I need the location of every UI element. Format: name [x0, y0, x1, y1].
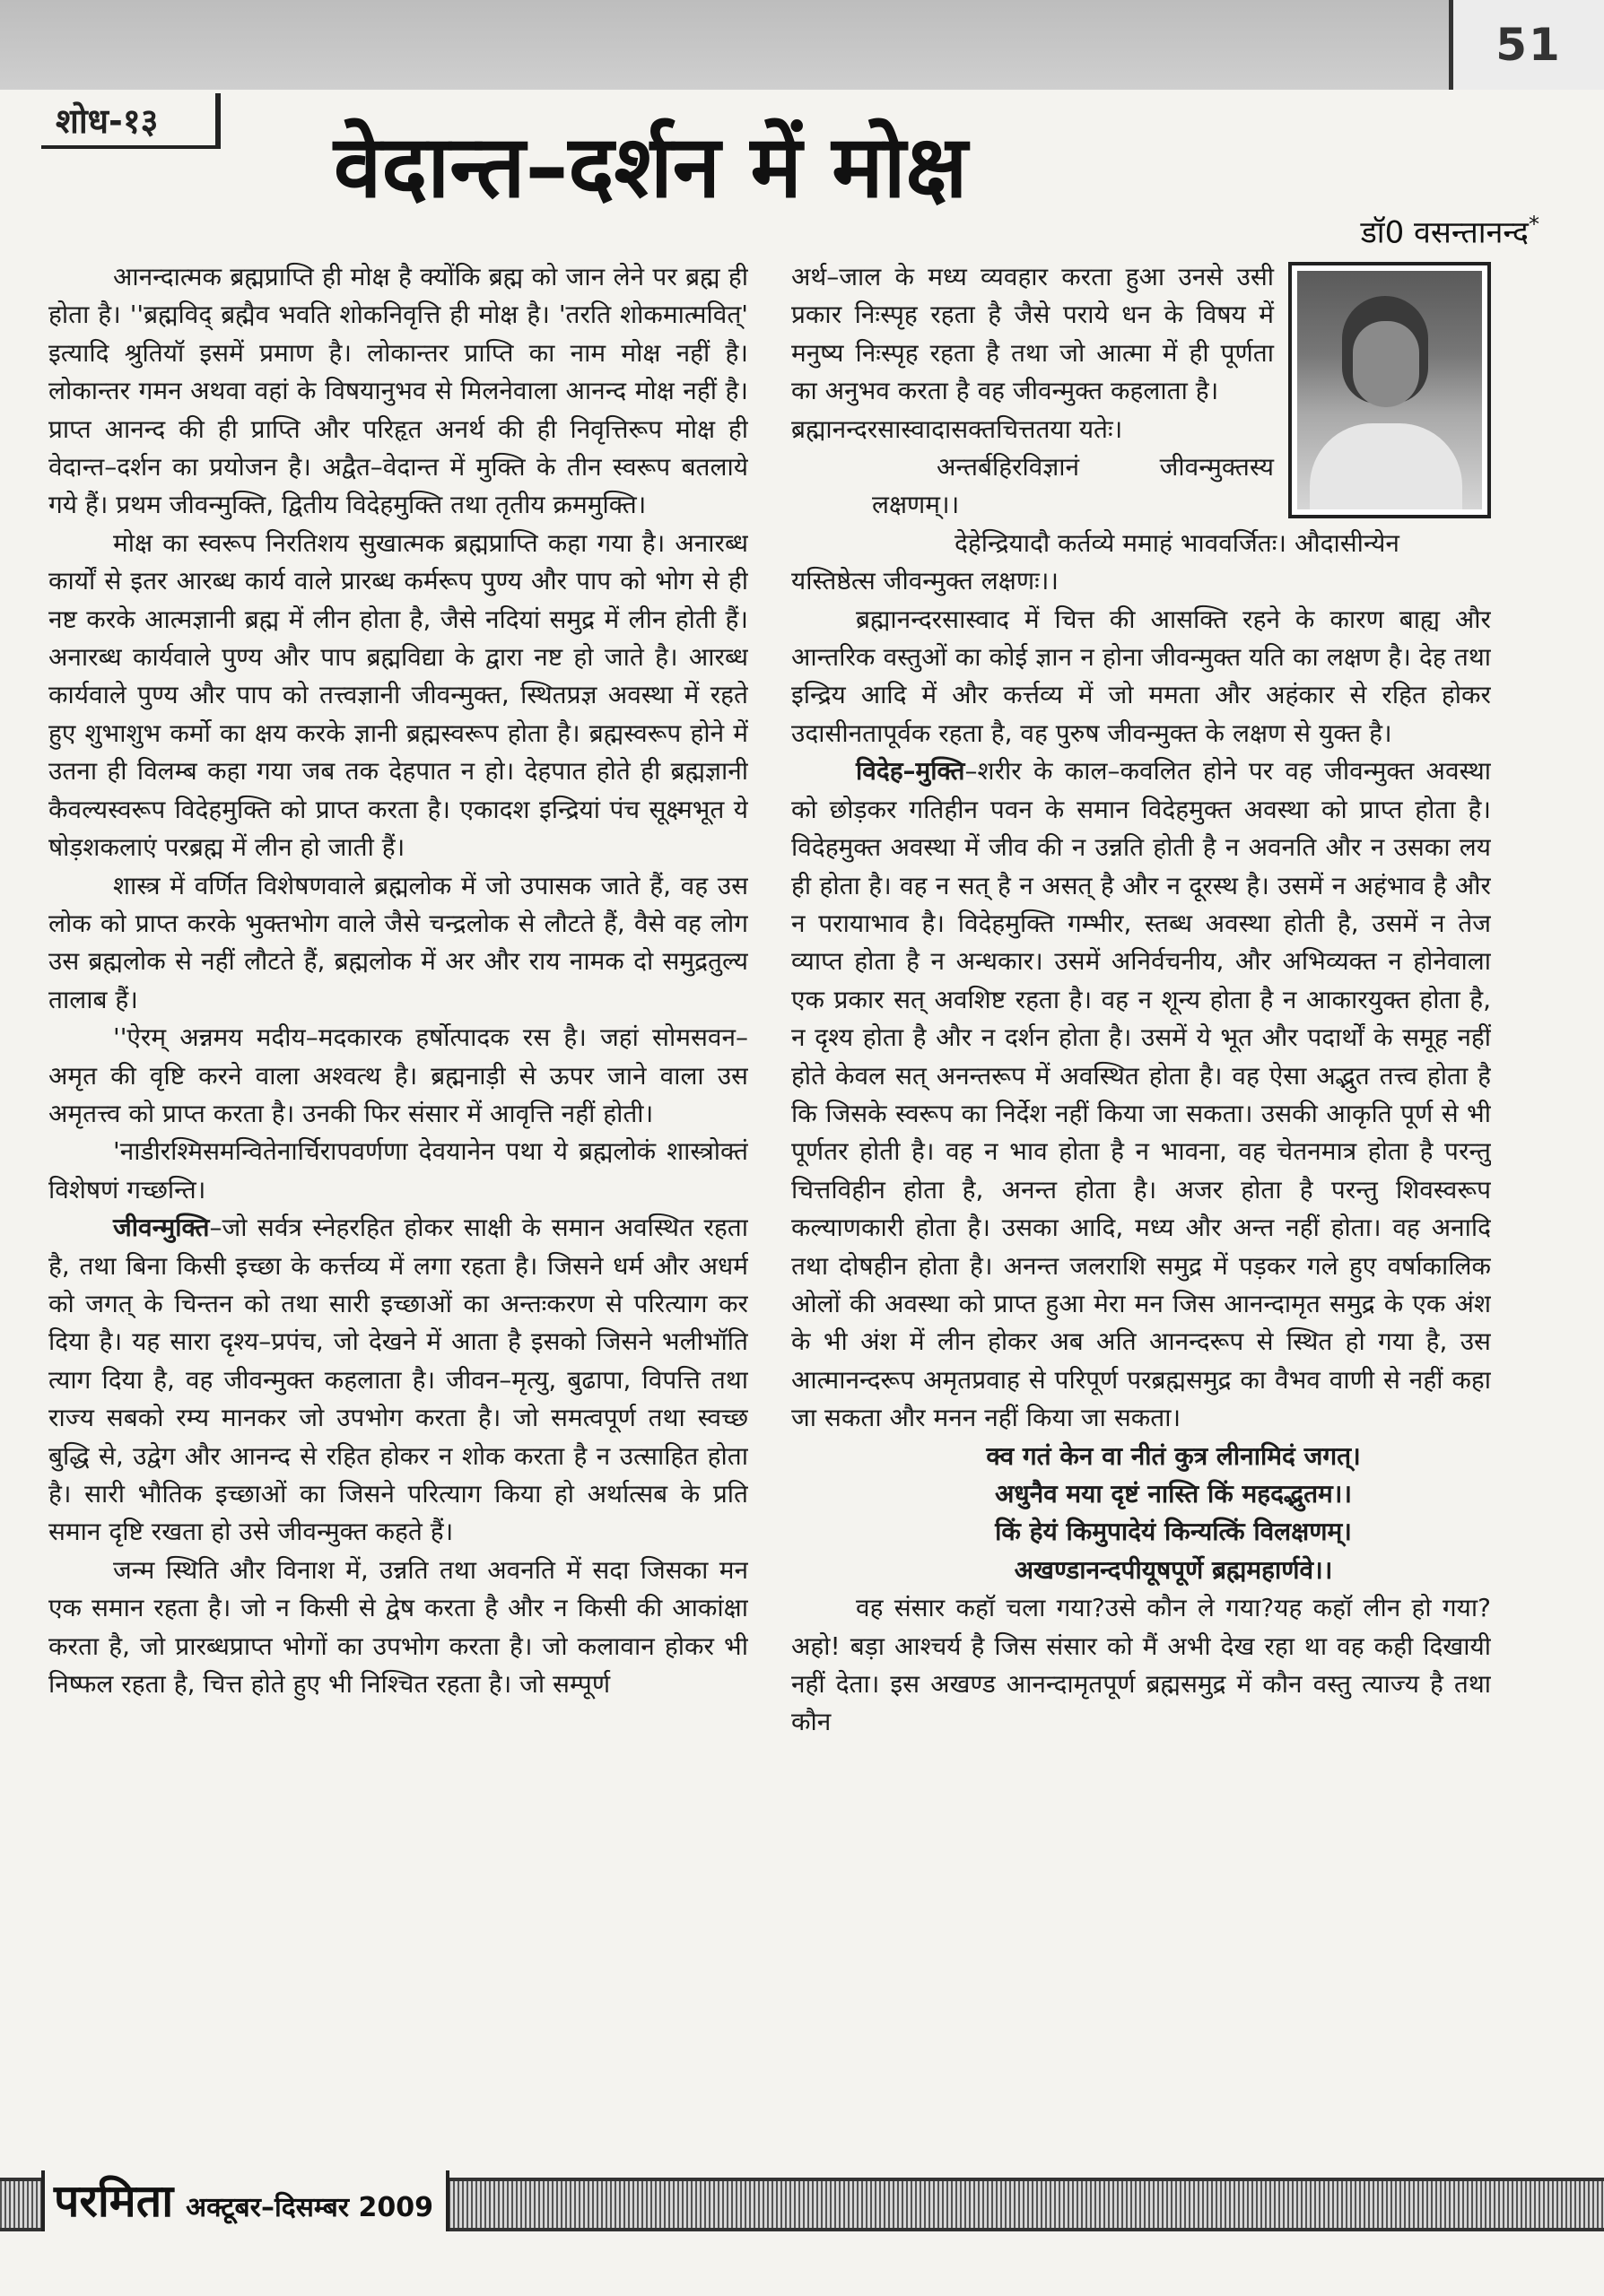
top-bar	[0, 0, 1604, 90]
left-column	[48, 258, 748, 2097]
paragraph: ब्रह्मानन्दरसास्वाद में चित्त की आसक्ति रहने के कारण बाह्य और आन्तरिक वस्तुओं का कोई ज्ञान न होना जीवन्मुक्त यति का लक्षण है। देह तथा इन्द्रिय आदि में और कर्त्तव्य में जो ममता और अहंकार से रहित होकर उदासीनतापूर्वक रहता है, वह पुरुष जीवन्मुक्त के लक्षण से युक्त है।	[791, 604, 1491, 748]
footer-label	[41, 2170, 449, 2231]
magazine-name: परमिता	[54, 2175, 174, 2227]
paragraph: ''ऐरम् अन्नमय मदीय–मदकारक हर्षोत्पादक रस है। जहां सोमसवन–अमृत की वृष्टि करने वाला अश्वत्थ है। ब्रह्मनाड़ी से ऊपर जाने वाला उस अमृतत्त्व को प्राप्त करता है। उनकी फिर संसार में आवृत्ति नहीं होती।	[48, 1022, 748, 1128]
section-label: शोध-१३	[41, 93, 221, 149]
author-name: डॉ0 वसन्तानन्द	[1360, 214, 1529, 251]
paragraph-videhamukti	[791, 752, 1491, 1437]
author-line	[1163, 202, 1539, 251]
article-title: वेदान्त–दर्शन में मोक्ष	[334, 117, 968, 217]
subheading-jivanmukti: जीवन्मुक्ति	[113, 1213, 210, 1243]
verse-line: ब्रह्मानन्दरसास्वादासक्तचित्ततया यतेः।	[791, 413, 1123, 444]
paragraph: 'नाडीरश्मिसमन्वितेनार्चिरापवर्णणा देवयानेन पथा ये ब्रह्मलोकं शास्त्रोक्तं विशेषणं गच्छन्ति।	[48, 1136, 748, 1205]
author-photo	[1288, 262, 1491, 518]
verse-line: क्व गतं केन वा नीतं कुत्र लीनामिदं जगत्।	[986, 1440, 1361, 1471]
verse-line: किं हेयं किमुपादेयं किन्यत्किं विलक्षणम्।	[995, 1517, 1352, 1547]
paragraph-text: –शरीर के काल–कवलित होने पर वह जीवन्मुक्त अवस्था को छोड़कर गतिहीन पवन के समान विदेहमुक्त अवस्था को प्राप्त होता है। विदेहमुक्त अवस्था में जीव की न उन्नति होती है न अवनति और न उसका लय ही होता है। वह न सत् है न असत् है और न दूरस्थ है। उसमें न अहंभाव है और न परायाभाव है। विदेहमुक्ति गम्भीर, स्तब्ध अवस्था होती है, उसमें न तेज व्याप्त होता है न अन्धकार। उसमें अनिर्वचनीय, और अभिव्यक्त न होनेवाला एक प्रकार सत् अवशिष्ट रहता है। वह न शून्य होता है न आकारयुक्त होता है, न दृश्य होता है और न दर्शन होता है। उसमें ये भूत और पदार्थों के समूह नहीं होते केवल सत् अनन्तरूप में अवस्थित होता है। वह ऐसा अद्भुत तत्त्व होता है कि जिसके स्वरूप का निर्देश नहीं किया जा सकता। उसकी आकृति पूर्ण से भी पूर्णतर होती है। वह न भाव होता है न भावना, वह चेतनमात्र होता है परन्तु चित्तविहीन होता है, अनन्त होता है। अजर होता है परन्तु शिवस्वरूप कल्याणकारी होता है। उसका आदि, मध्य और अन्त नहीं होता। वह अनादि तथा दोषहीन होता है। अनन्त जलराशि समुद्र में पड़कर गले हुए वर्षाकालिक ओलों की अवस्था को प्राप्त हुआ मेरा मन जिस आनन्दामृत समुद्र के एक अंश के भी अंश में लीन होकर अब अति आनन्दरूप से स्थित हो गया है, उस आत्मानन्दरूप अमृतप्रवाह से परिपूर्ण परब्रह्मसमुद्र का वैभव वाणी से नहीं कहा जा सकता और मनन नहीं किया जा सकता।	[791, 756, 1491, 1433]
author-footnote-mark: *	[1529, 212, 1539, 237]
paragraph: जन्म स्थिति और विनाश में, उन्नति तथा अवनति में सदा जिसका मन एक समान रहता है। जो न किसी से द्वेष करता है और न किसी की आकांक्षा करता है, जो प्रारब्धप्राप्त भोगों का उपभोग करता है। जो कलावान होकर भी निष्फल रहता है, चित्त होते हुए भी निश्चित रहता है। जो सम्पूर्ण	[48, 1554, 748, 1700]
page-number: 51	[1495, 19, 1562, 71]
verse-line: अधुनैव मया दृष्टं नास्ति किं महदद्भुतम।।	[994, 1479, 1353, 1509]
paragraph: मोक्ष का स्वरूप निरतिशय सुखात्मक ब्रह्मप्राप्ति कहा गया है। अनारब्ध कार्यों से इतर आरब्ध कार्य वाले प्रारब्ध कर्मरूप पुण्य और पाप को भोग से ही नष्ट करके आत्मज्ञानी ब्रह्म में लीन होता है, जैसे नदियां समुद्र में लीन होती हैं। अनारब्ध कार्यवाले पुण्य और पाप ब्रह्मविद्या के द्वारा नष्ट हो जाते है। आरब्ध कार्यवाले पुण्य और पाप को तत्त्वज्ञानी जीवन्मुक्त, स्थितप्रज्ञ अवस्था में रहते हुए शुभाशुभ कर्मो का क्षय करके ज्ञानी ब्रह्मस्वरूप होता है। ब्रह्मस्वरूप होने में उतना ही विलम्ब कहा गया जब तक देहपात न हो। देहपात होते ही ब्रह्मज्ञानी कैवल्यस्वरूप विदेहमुक्ति को प्राप्त करता है। एकादश इन्द्रियां पंच सूक्ष्मभूत ये षोड़शकलाएं परब्रह्म में लीन हो जाती हैं।	[48, 527, 748, 863]
paragraph: अर्थ–जाल के मध्य व्यवहार करता हुआ उनसे उसी प्रकार निःस्पृह रहता है जैसे पराये धन के विषय में मनुष्य निःस्पृह रहता है तथा जो आत्मा में ही पूर्णता का अनुभव करता है वह जीवन्मुक्त कहलाता है।	[791, 262, 1274, 406]
subheading-videhamukti: विदेह–मुक्ति	[856, 756, 965, 787]
paragraph-jivanmukti	[48, 1209, 748, 1552]
paragraph-text: –जो सर्वत्र स्नेहरहित होकर साक्षी के समान अवस्थित रहता है, तथा बिना किसी इच्छा के कर्त्तव्य में लगा रहता है। जिसने धर्म और अधर्म को जगत् के चिन्तन को तथा सारी इच्छाओं का अन्तःकरण से परित्याग कर दिया है। यह सारा दृश्य–प्रपंच, जो देखने में आता है इसको जिसने भलीभॉति त्याग दिया है, वह जीवन्मुक्त कहलाता है। जीवन–मृत्यु, बुढापा, विपत्ति तथा राज्य सबको रम्य मानकर जो उपभोग करता है। जो समत्वपूर्ण तथा स्वच्छ बुद्धि से, उद्वेग और आनन्द से रहित होकर न शोक करता है न उत्साहित होता है। सारी भौतिक इच्छाओं का जिसने परित्याग किया हो अर्थात्सब के प्रति समान दृष्टि रखता हो उसे जीवन्मुक्त कहते हैं।	[48, 1213, 748, 1547]
verse-line: अन्तर्बहिरविज्ञानं जीवन्मुक्तस्य लक्षणम्।।	[872, 452, 1274, 520]
paragraph: आनन्दात्मक ब्रह्मप्राप्ति ही मोक्ष है क्योंकि ब्रह्म को जान लेने पर ब्रह्म ही होता है। ''ब्रह्मविद् ब्रह्मैव भवति शोकनिवृत्ति ही मोक्ष है। 'तरति शोकमात्मवित्' इत्यादि श्रुतियॉ इसमें प्रमाण है। लोकान्तर प्राप्ति का नाम मोक्ष नहीं है। लोकान्तर गमन अथवा वहां के विषयानुभव से मिलनेवाला आनन्द मोक्ष नहीं है। प्राप्त आनन्द की ही प्राप्ति और परिहृत अनर्थ की ही निवृत्तिरूप मोक्ष ही वेदान्त–दर्शन का प्रयोजन है। अद्वैत–वेदान्त में मुक्ति के तीन स्वरूप बतलाये गये हैं। प्रथम जीवन्मुक्ति, द्वितीय विदेहमुक्ति तथा तृतीय क्रममुक्ति।	[48, 262, 748, 520]
paragraph: वह संसार कहॉ चला गया?उसे कौन ले गया?यह कहॉ लीन हो गया?अहो! बड़ा आश्चर्य है जिस संसार को मैं अभी देख रहा था वह कही दिखायी नहीं देता। इस अखण्ड आनन्दामृतपूर्ण ब्रह्मसमुद्र में कौन वस्तु त्याज्य है तथा कौन	[791, 1593, 1491, 1737]
right-column	[791, 258, 1491, 2097]
verse-line: देहेन्द्रियादौ कर्तव्ये ममाहं भाववर्जितः। औदासीन्येन	[955, 527, 1399, 558]
verse-line: यस्तिष्ठेत्स जीवन्मुक्त लक्षणः।।	[791, 566, 1059, 596]
page-number-box	[1449, 0, 1604, 90]
verse-line: अखण्डानन्दपीयूषपूर्णे ब्रह्ममहार्णवे।।	[1014, 1554, 1333, 1585]
paragraph: शास्त्र में वर्णित विशेषणवाले ब्रह्मलोक में जो उपासक जाते हैं, वह उस लोक को प्राप्त करके भुक्तभोग वाले जैसे चन्द्रलोक से लौटते हैं, वैसे वह लोग उस ब्रह्मलोक से नहीं लौटते हैं, ब्रह्मलोक में अर और राय नामक दो समुद्रतुल्य तालाब हैं।	[48, 870, 748, 1014]
portrait-image	[1297, 271, 1482, 509]
issue-date: अक्टूबर–दिसम्बर 2009	[186, 2192, 434, 2223]
